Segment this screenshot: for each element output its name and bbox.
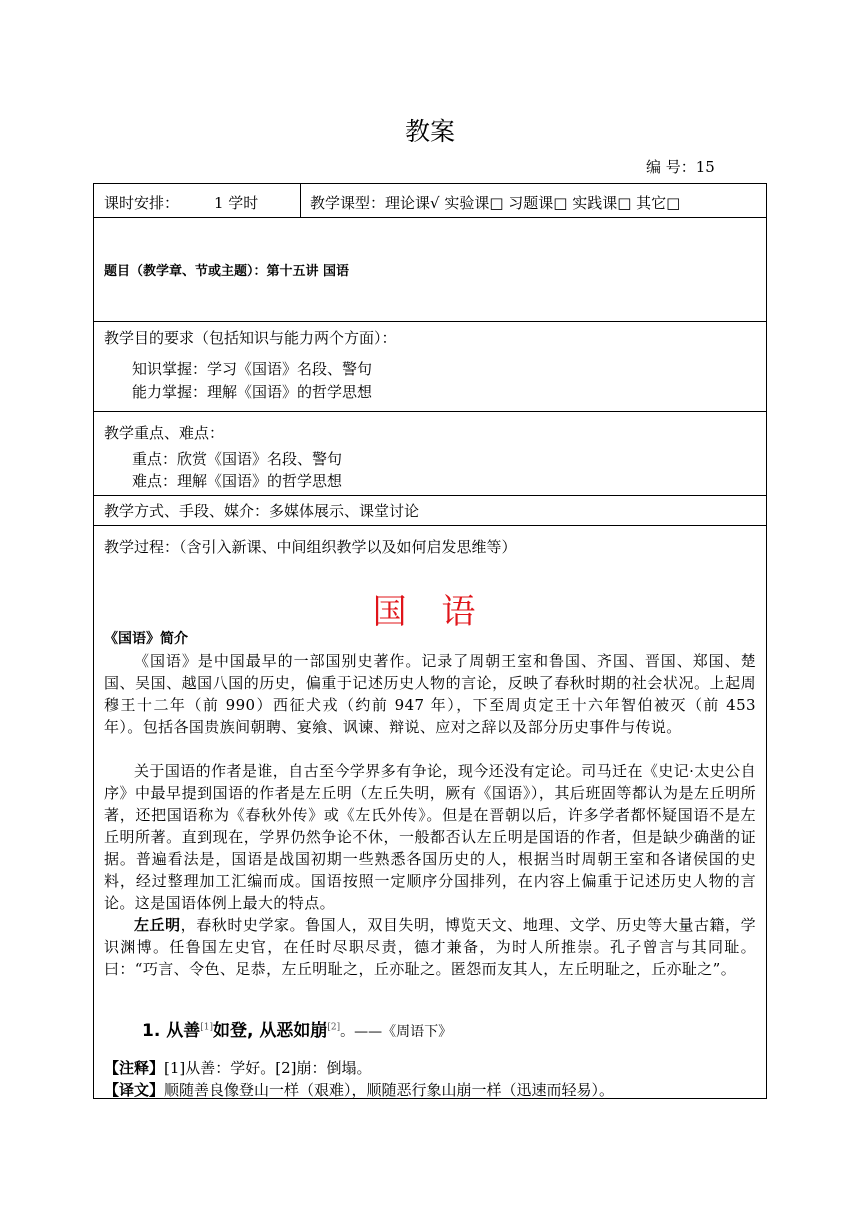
schedule-value: 1 学时: [214, 194, 259, 212]
intro-heading: 《国语》简介: [104, 631, 188, 647]
intro-paragraph-3-text: ，春秋时史学家。鲁国人，双目失明，博览天文、地理、文学、历史等大量古籍，学识渊博。任鲁国左史官，在任时尽职尽责，德才兼备，为时人所推崇。孔子曾言与其同耻。曰：“巧言、令色、足恭，左丘明耻之，丘亦耻之。匿怨而友其人，左丘明耻之，丘亦耻之”。: [104, 916, 756, 978]
intro-paragraph-2: [104, 760, 756, 914]
annotation-text: [1]从善：学好。[2]崩：倒塌。: [164, 1059, 372, 1077]
key-point: 重点：欣赏《国语》名段、警句: [132, 450, 343, 468]
topic-row: [94, 217, 766, 322]
difficult-point: 难点：理解《国语》的哲学思想: [132, 472, 343, 490]
methods: 教学方式、手段、媒介：多媒体展示、课堂讨论: [104, 502, 420, 520]
objectives-ability: 能力掌握：理解《国语》的哲学思想: [132, 383, 373, 401]
quote-1-part-a: 1. 从善: [142, 1021, 201, 1041]
footnote-ref-2: [2]: [327, 1022, 341, 1033]
doc-title: 教案: [404, 117, 455, 146]
intro-paragraph-3: [104, 914, 756, 980]
footnote-ref-1: [1]: [200, 1022, 213, 1033]
methods-row: [94, 495, 766, 526]
schedule-label: 课时安排：: [104, 194, 180, 212]
quote-1-part-b: 如登, 从恶如崩: [212, 1021, 328, 1041]
translation-label: 【译文】: [104, 1081, 165, 1099]
process-heading: 教学过程：（含引入新课、中间组织教学以及如何启发思维等）: [104, 538, 517, 556]
intro-paragraph-2-text: 关于国语的作者是谁，自古至今学界多有争论，现今还没有定论。司马迁在《史记·太史公自序》中最早提到国语的作者是左丘明（左丘失明，厥有《国语》），其后班固等都认为是左丘明所著，还把国语称为《春秋外传》或《左氏外传》。但是在晋朝以后，许多学者都怀疑国语不是左丘明所著。直到现在，学界仍然争论不休，一般都否认左丘明是国语的作者，但是缺少确凿的证据。普遍看法是，国语是战国初期一些熟悉各国历史的人，根据当时周朝王室和各诸侯国的史料，经过整理加工汇编而成。国语按照一定顺序分国排列，在内容上偏重于记述历史人物的言论。这是国语体例上最大的特点。: [104, 762, 756, 912]
schedule-row: [94, 184, 766, 218]
objectives-row: [94, 321, 766, 412]
lesson-plan-table: [93, 183, 767, 1099]
intro-paragraph-1: [104, 650, 756, 738]
objectives-heading: 教学目的要求（包括知识与能力两个方面）：: [104, 329, 397, 347]
annotation: [104, 1057, 372, 1078]
lesson-big-title: 国 语: [372, 592, 488, 632]
translation: [104, 1079, 614, 1100]
objectives-knowledge: 知识掌握：学习《国语》名段、警句: [132, 360, 373, 378]
course-type: 教学课型：理论课√ 实验课□ 习题课□ 实践课□ 其它□: [310, 194, 681, 212]
author-name: 左丘明: [134, 916, 181, 934]
key-points-heading: 教学重点、难点：: [104, 424, 225, 442]
translation-text: 顺随善良像登山一样（艰难），顺随恶行象山崩一样（迅速而轻易）。: [164, 1081, 615, 1099]
key-points-row: [94, 411, 766, 496]
annotation-label: 【注释】: [104, 1059, 165, 1077]
topic: 题目（教学章、节或主题）：第十五讲 国语: [104, 264, 350, 279]
intro-paragraph-1-text: 《国语》是中国最早的一部国别史著作。记录了周朝王室和鲁国、齐国、晋国、郑国、楚国、吴国、越国八国的历史，偏重于记述历史人物的言论，反映了春秋时期的社会状况。上起周穆王十二年（前 990）西征犬戎（约前 947 年），下至周贞定王十六年智伯被灭（前 453 年）。包括各国贵族间朝聘、宴飨、讽谏、辩说、应对之辞以及部分历史事件与传说。: [104, 652, 756, 736]
doc-number: 编 号：15: [646, 158, 715, 176]
cell-divider: [300, 184, 301, 217]
quote-1: [142, 1016, 452, 1041]
quote-1-source: 。——《周语下》: [340, 1024, 453, 1040]
